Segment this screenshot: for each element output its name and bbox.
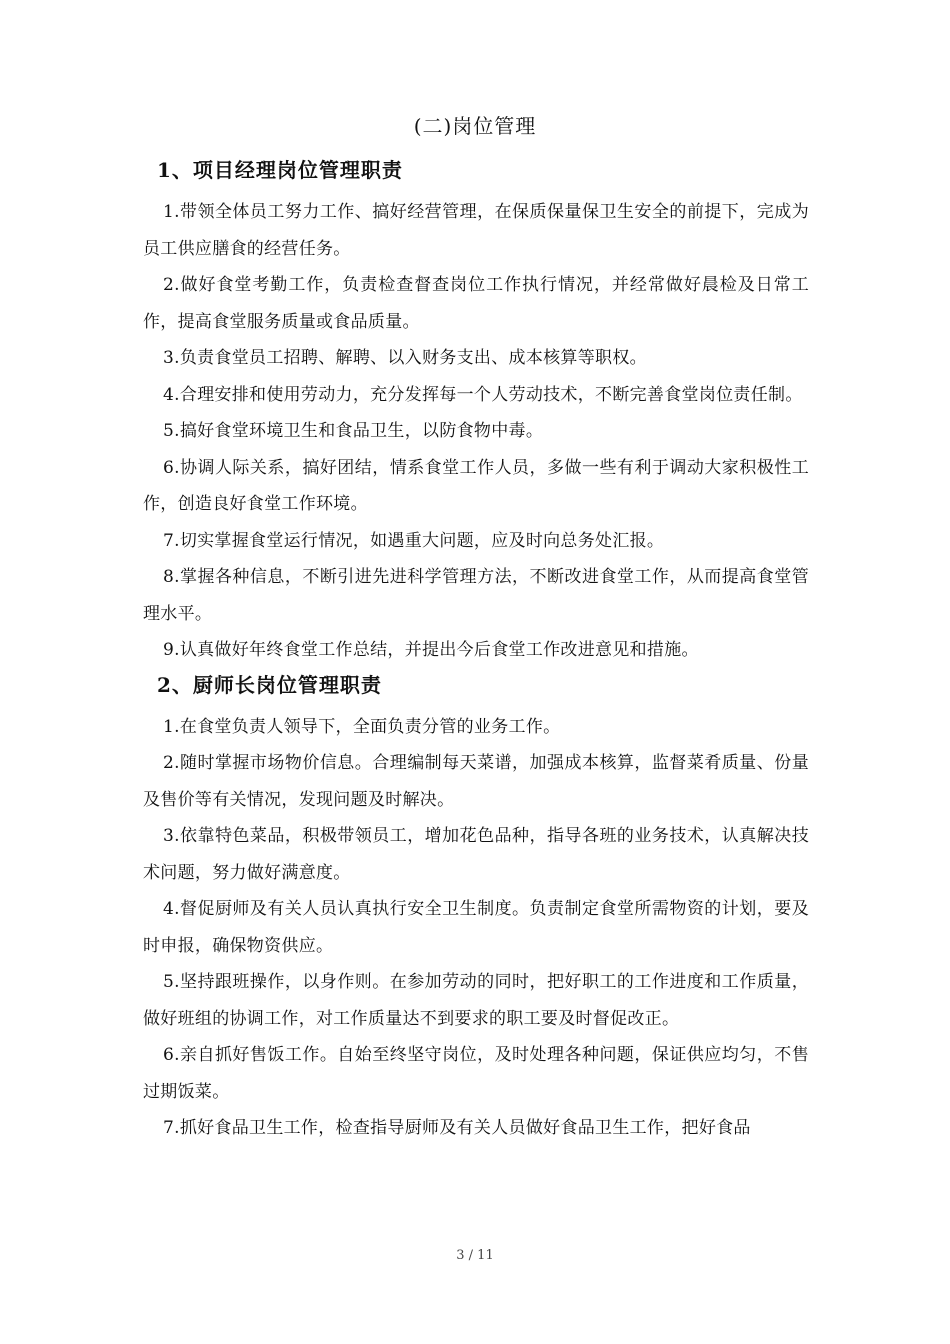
duty-item: 8.掌握各种信息，不断引进先进科学管理方法，不断改进食堂工作，从而提高食堂管理水平。 — [143, 567, 809, 624]
page-number: 3 / 11 — [456, 1248, 494, 1263]
duty-item: 5.坚持跟班操作，以身作则。在参加劳动的同时，把好职工的工作进度和工作质量，做好班组的协调工作，对工作质量达不到要求的职工要及时督促改正。 — [143, 972, 809, 1029]
duty-item: 7.抓好食品卫生工作，检查指导厨师及有关人员做好食品卫生工作，把好食品 — [163, 1118, 751, 1138]
subsection-heading-project-manager: 1、项目经理岗位管理职责 — [157, 158, 403, 182]
document-body — [143, 150, 809, 1147]
duty-item: 4.督促厨师及有关人员认真执行安全卫生制度。负责制定食堂所需物资的计划，要及时申报，确保物资供应。 — [143, 899, 809, 956]
duty-item: 1.带领全体员工努力工作、搞好经营管理，在保质保量保卫生安全的前提下，完成为员工供应膳食的经营任务。 — [143, 202, 809, 259]
duty-item: 9.认真做好年终食堂工作总结，并提出今后食堂工作改进意见和措施。 — [163, 640, 699, 660]
duty-item: 6.协调人际关系，搞好团结，情系食堂工作人员，多做一些有利于调动大家积极性工作，创造良好食堂工作环境。 — [143, 457, 809, 514]
duty-item: 2.随时掌握市场物价信息。合理编制每天菜谱，加强成本核算，监督菜肴质量、份量及售价等有关情况，发现问题及时解决。 — [143, 753, 809, 810]
subsection-heading-head-chef: 2、厨师长岗位管理职责 — [157, 672, 382, 697]
duty-item: 7.切实掌握食堂运行情况，如遇重大问题，应及时向总务处汇报。 — [163, 530, 665, 551]
duty-item: 2.做好食堂考勤工作，负责检查督查岗位工作执行情况，并经常做好晨检及日常工作，提高食堂服务质量或食品质量。 — [143, 275, 809, 332]
duty-item: 3.依靠特色菜品，积极带领员工，增加花色品种，指导各班的业务技术，认真解决技术问题，努力做好满意度。 — [143, 826, 809, 883]
duty-item: 5.搞好食堂环境卫生和食品卫生，以防食物中毒。 — [163, 421, 544, 441]
section-title: (二)岗位管理 — [413, 114, 537, 138]
duty-item: 6.亲自抓好售饭工作。自始至终坚守岗位，及时处理各种问题，保证供应均匀，不售过期饭菜。 — [143, 1045, 809, 1102]
duty-item: 4.合理安排和使用劳动力，充分发挥每一个人劳动技术，不断完善食堂岗位责任制。 — [163, 384, 803, 405]
duty-item: 3.负责食堂员工招聘、解聘、以入财务支出、成本核算等职权。 — [163, 348, 647, 368]
duty-item: 1.在食堂负责人领导下，全面负责分管的业务工作。 — [163, 716, 561, 737]
